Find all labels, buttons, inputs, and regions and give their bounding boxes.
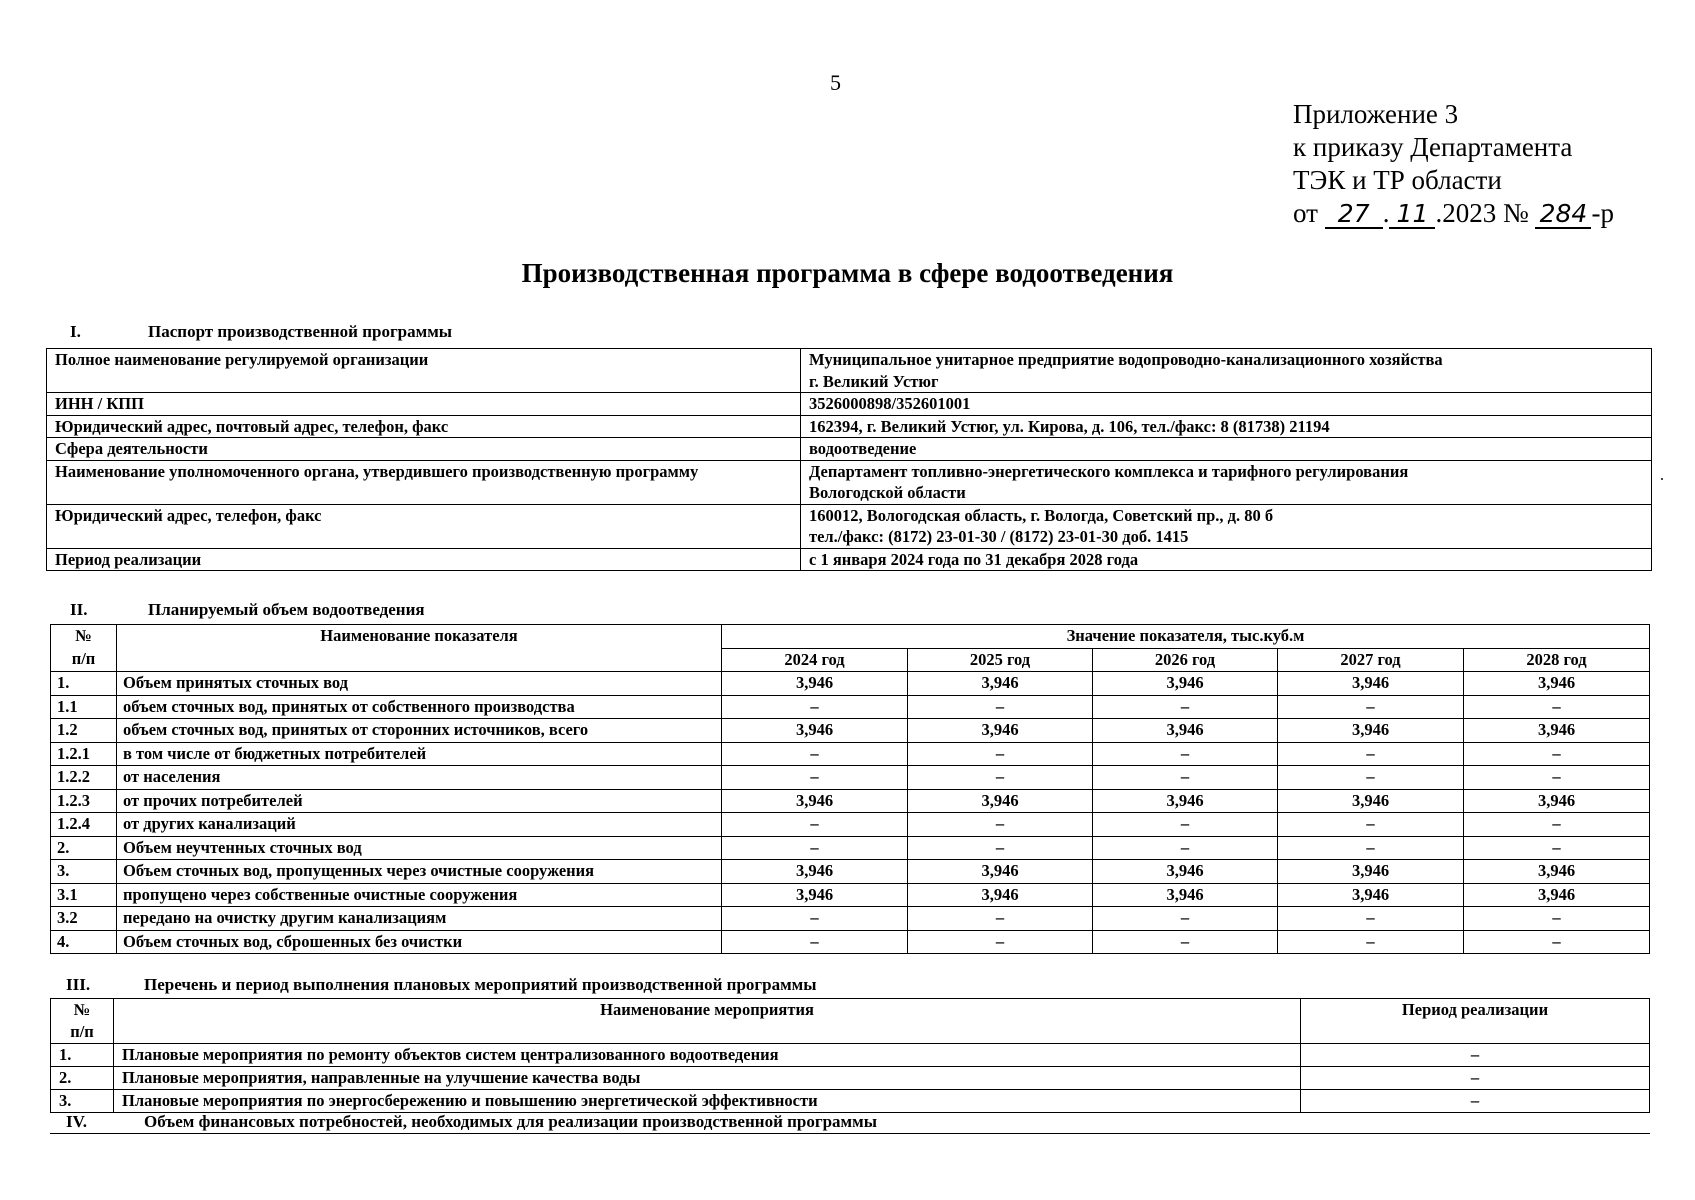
passport-value [801, 438, 1652, 461]
section-4-title: Объем финансовых потребностей, необходимых для реализации производственной программы [144, 1112, 877, 1131]
row-value: – [908, 766, 1093, 790]
passport-value-line: г. Великий Устюг [809, 371, 939, 391]
section-3-heading [66, 975, 817, 995]
passport-label: Полное наименование регулируемой организации [47, 349, 801, 393]
row-value: – [1464, 695, 1650, 719]
row-value: – [1278, 742, 1464, 766]
row-name: Объем сточных вод, пропущенных через очистные сооружения [117, 860, 722, 884]
row-value: – [1278, 695, 1464, 719]
scan-speck [1661, 478, 1663, 480]
passport-table [46, 348, 1652, 571]
appendix-suffix: -р [1591, 198, 1614, 228]
col-header-year: 2025 год [908, 648, 1093, 672]
page-number: 5 [830, 70, 841, 95]
col-header-number: № п/п [51, 625, 117, 672]
row-value: – [722, 930, 908, 954]
row-number: 1.2 [51, 719, 117, 743]
section-2-roman: II. [70, 600, 88, 619]
table-row [51, 766, 1650, 790]
row-value: – [722, 766, 908, 790]
col-header-name: Наименование показателя [117, 625, 722, 672]
row-value: 3,946 [1093, 789, 1278, 813]
row-value: 3,946 [908, 789, 1093, 813]
section-3-roman: III. [66, 975, 91, 994]
row-value: 3,946 [1464, 883, 1650, 907]
row-value: – [722, 742, 908, 766]
row-name: Объем принятых сточных вод [117, 672, 722, 696]
row-value: – [1464, 766, 1650, 790]
row-value: – [1093, 930, 1278, 954]
row-number: 2. [51, 1067, 114, 1090]
col-header-year: 2024 год [722, 648, 908, 672]
section-1-title: Паспорт производственной программы [148, 322, 453, 341]
row-period: – [1301, 1090, 1650, 1113]
passport-value [801, 460, 1652, 504]
row-number: 3. [51, 860, 117, 884]
passport-value [801, 415, 1652, 438]
row-value: 3,946 [722, 719, 908, 743]
col-header-year: 2027 год [1278, 648, 1464, 672]
passport-row [47, 460, 1652, 504]
passport-value-line: водоотведение [809, 439, 917, 458]
passport-row [47, 504, 1652, 548]
row-value: – [1093, 695, 1278, 719]
row-value: – [1464, 907, 1650, 931]
row-number: 3. [51, 1090, 114, 1113]
row-value: – [1464, 930, 1650, 954]
passport-value-line: 3526000898/352601001 [809, 394, 971, 413]
table-row [51, 719, 1650, 743]
passport-row [47, 393, 1652, 416]
row-value: 3,946 [722, 672, 908, 696]
table-row [51, 1090, 1650, 1113]
row-value: – [908, 930, 1093, 954]
row-value: 3,946 [1093, 883, 1278, 907]
appendix-line-1: Приложение 3 [1293, 99, 1459, 129]
table-row [51, 813, 1650, 837]
row-number: 3.1 [51, 883, 117, 907]
row-value: 3,946 [1093, 672, 1278, 696]
col-header-year: 2026 год [1093, 648, 1278, 672]
row-value: 3,946 [1278, 719, 1464, 743]
row-name: в том числе от бюджетных потребителей [117, 742, 722, 766]
appendix-year: .2023 № [1435, 198, 1529, 228]
col-header-year: 2028 год [1464, 648, 1650, 672]
appendix-prefix: от [1293, 198, 1318, 228]
col-header-number: № п/п [51, 999, 114, 1044]
table-row [51, 836, 1650, 860]
row-value: – [722, 907, 908, 931]
row-number: 1.1 [51, 695, 117, 719]
col-header-period: Период реализации [1301, 999, 1650, 1044]
row-value: – [722, 813, 908, 837]
row-number: 1.2.4 [51, 813, 117, 837]
section-2-heading [70, 600, 425, 620]
row-value: – [908, 836, 1093, 860]
row-name: от прочих потребителей [117, 789, 722, 813]
row-value: – [722, 836, 908, 860]
row-value: 3,946 [1093, 860, 1278, 884]
table-row [51, 930, 1650, 954]
table-row [51, 1044, 1650, 1067]
row-name: передано на очистку другим канализациям [117, 907, 722, 931]
row-value: – [1093, 742, 1278, 766]
table-row [51, 695, 1650, 719]
table-row [51, 860, 1650, 884]
passport-label: Сфера деятельности [47, 438, 801, 461]
passport-value-line: с 1 января 2024 года по 31 декабря 2028 года [809, 549, 1139, 569]
row-value: – [1278, 766, 1464, 790]
appendix-block [1293, 98, 1614, 230]
row-value: 3,946 [722, 789, 908, 813]
passport-value [801, 548, 1652, 571]
row-name: объем сточных вод, принятых от собственного производства [117, 695, 722, 719]
row-name: Объем сточных вод, сброшенных без очистки [117, 930, 722, 954]
row-value: 3,946 [1093, 719, 1278, 743]
row-measure: Плановые мероприятия по ремонту объектов систем централизованного водоотведения [114, 1044, 1301, 1067]
section-4-rule [50, 1133, 1650, 1134]
row-value: 3,946 [1278, 860, 1464, 884]
row-value: – [908, 907, 1093, 931]
passport-value [801, 504, 1652, 548]
row-value: 3,946 [908, 883, 1093, 907]
passport-value-line: тел./факс: (8172) 23-01-30 / (8172) 23-01-30 доб. 1415 [809, 527, 1189, 546]
row-value: – [908, 813, 1093, 837]
row-value: 3,946 [1278, 672, 1464, 696]
row-value: – [1278, 813, 1464, 837]
handwritten-month: 11 [1389, 201, 1435, 229]
passport-value-line: 160012, Вологодская область, г. Вологда, Советский пр., д. 80 б [809, 505, 1274, 525]
row-name: пропущено через собственные очистные сооружения [117, 883, 722, 907]
passport-row [47, 548, 1652, 571]
passport-label: ИНН / КПП [47, 393, 801, 416]
row-value: 3,946 [908, 860, 1093, 884]
row-number: 4. [51, 930, 117, 954]
row-number: 1.2.2 [51, 766, 117, 790]
handwritten-order-number: 284 [1535, 201, 1591, 229]
row-measure: Плановые мероприятия, направленные на улучшение качества воды [114, 1067, 1301, 1090]
appendix-line-3: ТЭК и ТР области [1293, 165, 1502, 195]
passport-label: Наименование уполномоченного органа, утвердившего производственную программу [47, 460, 801, 504]
row-value: 3,946 [722, 883, 908, 907]
table-row [51, 672, 1650, 696]
passport-value [801, 349, 1652, 393]
row-number: 3.2 [51, 907, 117, 931]
row-value: – [1093, 836, 1278, 860]
row-value: – [1278, 836, 1464, 860]
appendix-line-2: к приказу Департамента [1293, 132, 1573, 162]
volume-table [50, 624, 1650, 954]
row-number: 1. [51, 672, 117, 696]
table-row [51, 742, 1650, 766]
row-value: 3,946 [908, 719, 1093, 743]
appendix-date-line: от 27 . 11 .2023 № 284 -р [1293, 198, 1614, 228]
table-row [51, 907, 1650, 931]
passport-label: Период реализации [47, 548, 801, 571]
row-value: – [908, 695, 1093, 719]
passport-label: Юридический адрес, телефон, факс [47, 504, 801, 548]
row-measure: Плановые мероприятия по энергосбережению и повышению энергетической эффективности [114, 1090, 1301, 1113]
row-value: – [722, 695, 908, 719]
row-value: – [1093, 766, 1278, 790]
row-value: – [1278, 907, 1464, 931]
row-value: – [1093, 813, 1278, 837]
section-3-title: Перечень и период выполнения плановых мероприятий производственной программы [144, 975, 817, 994]
section-1-heading [70, 322, 452, 342]
row-number: 1.2.1 [51, 742, 117, 766]
passport-value-line: 162394, г. Великий Устюг, ул. Кирова, д. 106, тел./факс: 8 (81738) 21194 [809, 416, 1330, 436]
row-name: от населения [117, 766, 722, 790]
row-value: 3,946 [908, 672, 1093, 696]
table-row [51, 883, 1650, 907]
row-value: – [1278, 930, 1464, 954]
row-value: 3,946 [722, 860, 908, 884]
section-2-title: Планируемый объем водоотведения [148, 600, 425, 619]
passport-value-line: Вологодской области [809, 483, 966, 502]
page-title: Производственная программа в сфере водоотведения [521, 258, 1174, 288]
row-value: 3,946 [1278, 789, 1464, 813]
passport-value-line: Муниципальное унитарное предприятие водопроводно-канализационного хозяйства [809, 350, 1443, 369]
row-value: – [1464, 813, 1650, 837]
measures-table [50, 998, 1650, 1113]
section-1-roman: I. [70, 322, 81, 341]
passport-label: Юридический адрес, почтовый адрес, телефон, факс [47, 415, 801, 438]
table-row [51, 789, 1650, 813]
row-value: – [1093, 907, 1278, 931]
row-value: – [908, 742, 1093, 766]
row-value: 3,946 [1464, 672, 1650, 696]
row-name: объем сточных вод, принятых от сторонних источников, всего [117, 719, 722, 743]
col-header-measure: Наименование мероприятия [114, 999, 1301, 1044]
passport-value-line: Департамент топливно-энергетического комплекса и тарифного регулирования [809, 461, 1409, 481]
row-value: 3,946 [1464, 860, 1650, 884]
passport-row [47, 415, 1652, 438]
row-number: 1. [51, 1044, 114, 1067]
row-number: 2. [51, 836, 117, 860]
row-value: 3,946 [1464, 719, 1650, 743]
row-value: – [1464, 836, 1650, 860]
row-period: – [1301, 1067, 1650, 1090]
row-value: 3,946 [1278, 883, 1464, 907]
row-name: Объем неучтенных сточных вод [117, 836, 722, 860]
passport-row [47, 349, 1652, 393]
row-value: – [1464, 742, 1650, 766]
row-number: 1.2.3 [51, 789, 117, 813]
row-name: от других канализаций [117, 813, 722, 837]
row-value: 3,946 [1464, 789, 1650, 813]
passport-value [801, 393, 1652, 416]
row-period: – [1301, 1044, 1650, 1067]
section-4-roman: IV. [66, 1112, 87, 1131]
table-row [51, 1067, 1650, 1090]
section-4-heading [66, 1112, 877, 1132]
handwritten-day: 27 [1325, 201, 1383, 229]
col-header-value: Значение показателя, тыс.куб.м [722, 625, 1650, 649]
passport-row [47, 438, 1652, 461]
